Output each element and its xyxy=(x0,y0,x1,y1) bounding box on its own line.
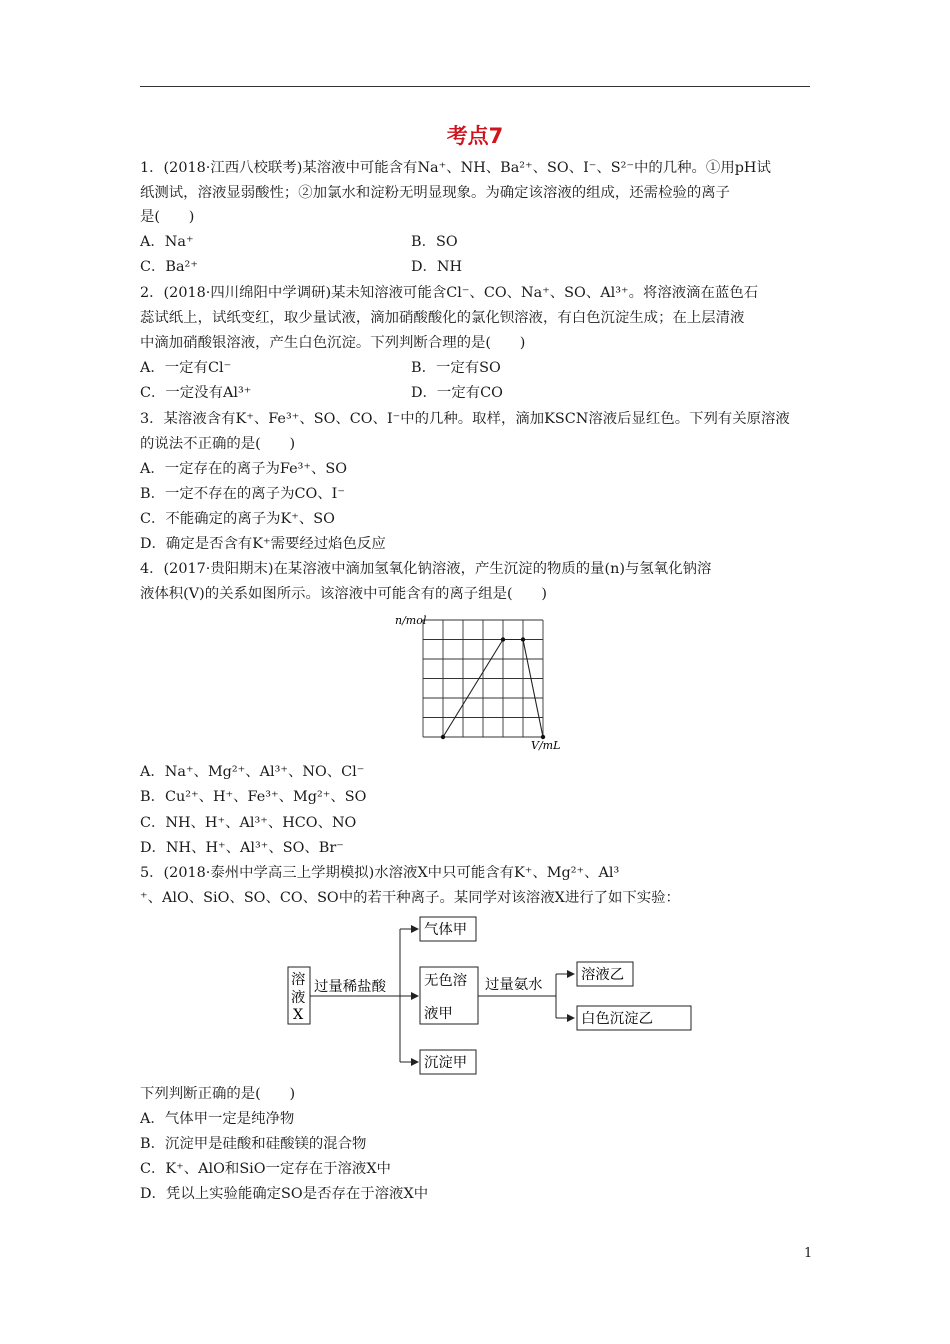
box-white-precipitate-b-label: 白色沉淀乙 xyxy=(581,1011,653,1027)
x-axis-label: V/mL xyxy=(531,739,561,752)
label-excess-ammonia: 过量氨水 xyxy=(485,977,543,993)
q1-option-a: A．Na⁺ xyxy=(140,234,194,250)
box-solution-b-label: 溶液乙 xyxy=(581,967,625,983)
q2-option-a: A．一定有Cl⁻ xyxy=(140,360,232,376)
data-point xyxy=(521,637,525,641)
box-solution-x-char3: X xyxy=(293,1007,304,1023)
q4-option-b: B．Cu²⁺、H⁺、Fe³⁺、Mg²⁺、SO xyxy=(140,789,367,805)
box-precipitate-a-label: 沉淀甲 xyxy=(424,1055,468,1071)
q4-line2: 液体积(V)的关系如图所示。该溶液中可能含有的离子组是( ) xyxy=(140,586,548,602)
q3-line2: 的说法不正确的是( ) xyxy=(140,436,296,452)
experiment-flow-diagram xyxy=(280,912,700,1077)
q3-option-b: B．一定不存在的离子为CO、I⁻ xyxy=(140,486,345,502)
y-axis-label: n/mol xyxy=(395,614,427,627)
precipitate-graph xyxy=(385,610,575,755)
q2-line3: 中滴加硝酸银溶液，产生白色沉淀。下列判断合理的是( ) xyxy=(140,335,526,351)
box-solution-x-char2: 液 xyxy=(291,990,306,1006)
chart-grid xyxy=(423,620,543,737)
q2-line1: 2．(2018·四川绵阳中学调研)某未知溶液可能含Cl⁻、CO、Na⁺、SO、Al³⁺。将溶液滴在蓝色石 xyxy=(140,285,759,301)
q3-option-c: C．不能确定的离子为K⁺、SO xyxy=(140,511,335,527)
q3-line1: 3．某溶液含有K⁺、Fe³⁺、SO、CO、I⁻中的几种。取样，滴加KSCN溶液后显红色。下列有关原溶液 xyxy=(140,411,790,427)
q4-line1: 4．(2017·贵阳期末)在某溶液中滴加氢氧化钠溶液，产生沉淀的物质的量(n)与氢氧化钠溶 xyxy=(140,561,712,577)
q5-option-d: D．凭以上实验能确定SO是否存在于溶液X中 xyxy=(140,1186,429,1202)
q5-option-c: C．K⁺、AlO和SiO一定存在于溶液X中 xyxy=(140,1161,391,1177)
box-colorless-solution-a-line2: 液甲 xyxy=(424,1006,453,1022)
header-rule xyxy=(140,86,810,87)
q5-line3: 下列判断正确的是( ) xyxy=(140,1086,296,1102)
box-colorless-solution-a-line1: 无色溶 xyxy=(424,973,468,989)
q5-line2: ⁺、AlO、SiO、SO、CO、SO中的若干种离子。某同学对该溶液X进行了如下实验： xyxy=(140,890,680,906)
series-line xyxy=(443,640,543,738)
q3-option-a: A．一定存在的离子为Fe³⁺、SO xyxy=(140,461,348,477)
q4-option-d: D．NH、H⁺、Al³⁺、SO、Br⁻ xyxy=(140,840,344,856)
box-gas-a-label: 气体甲 xyxy=(424,922,468,938)
data-point xyxy=(441,735,445,739)
data-point xyxy=(501,637,505,641)
q1-option-b: B．SO xyxy=(411,234,458,250)
q5-option-b: B．沉淀甲是硅酸和硅酸镁的混合物 xyxy=(140,1136,367,1152)
q3-option-d: D．确定是否含有K⁺需要经过焰色反应 xyxy=(140,536,386,552)
q4-option-c: C．NH、H⁺、Al³⁺、HCO、NO xyxy=(140,815,357,831)
q5-line1: 5．(2018·泰州中学高三上学期模拟)水溶液X中只可能含有K⁺、Mg²⁺、Al³ xyxy=(140,865,620,881)
q4-option-a: A．Na⁺、Mg²⁺、Al³⁺、NO、Cl⁻ xyxy=(140,764,365,780)
q1-line3: 是( ) xyxy=(140,209,195,225)
label-excess-hcl: 过量稀盐酸 xyxy=(314,979,386,995)
q1-option-d: D．NH xyxy=(411,259,463,275)
box-solution-x-char1: 溶 xyxy=(291,972,306,988)
q2-option-b: B．一定有SO xyxy=(411,360,501,376)
q5-option-a: A．气体甲一定是纯净物 xyxy=(140,1111,295,1127)
q2-line2: 蕊试纸上，试纸变红，取少量试液，滴加硝酸酸化的氯化钡溶液，有白色沉淀生成；在上层清液 xyxy=(140,310,745,326)
q2-option-c: C．一定没有Al³⁺ xyxy=(140,385,252,401)
q1-line1: 1．(2018·江西八校联考)某溶液中可能含有Na⁺、NH、Ba²⁺、SO、I⁻、S²⁻中的几种。①用pH试 xyxy=(140,160,771,176)
q1-option-c: C．Ba²⁺ xyxy=(140,259,198,275)
chart-series xyxy=(441,637,545,739)
page-number: 1 xyxy=(804,1246,813,1261)
page-title: 考点7 xyxy=(446,124,504,148)
q2-option-d: D．一定有CO xyxy=(411,385,503,401)
q1-line2: 纸测试，溶液显弱酸性；②加氯水和淀粉无明显现象。为确定该溶液的组成，还需检验的离子 xyxy=(140,185,731,201)
